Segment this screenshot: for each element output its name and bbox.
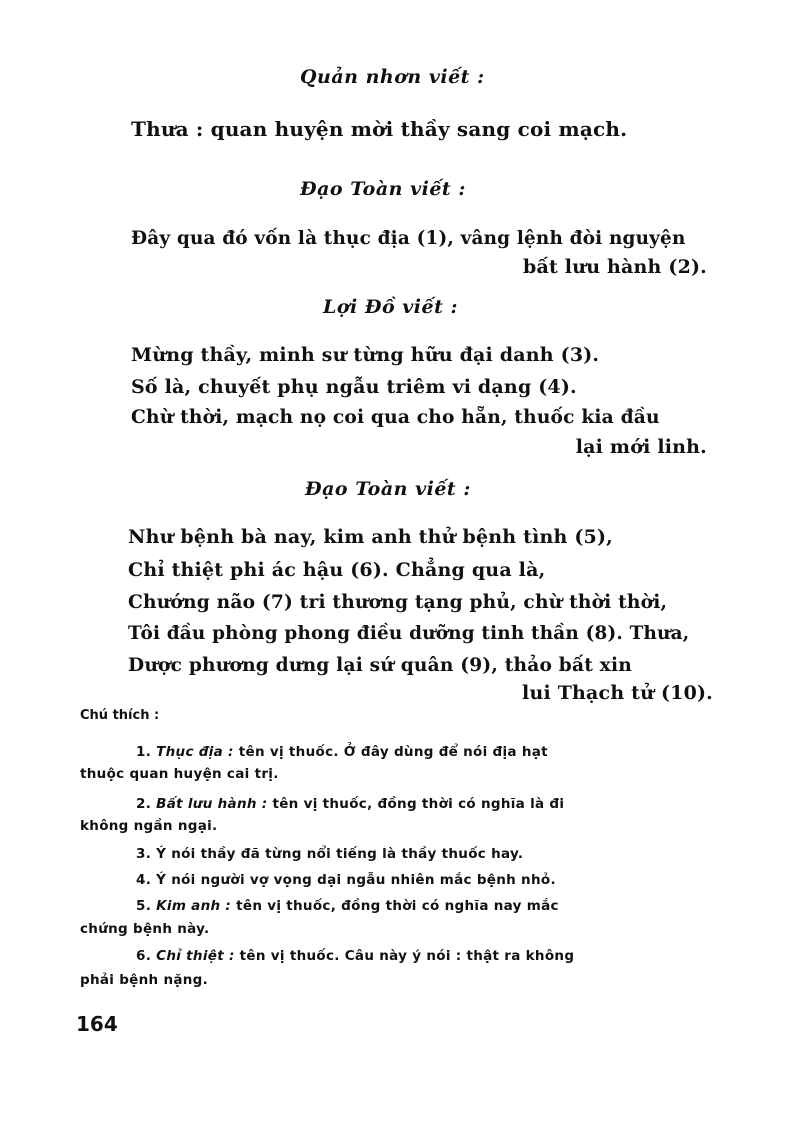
notes-label: Chú thích : xyxy=(80,708,160,723)
footnote-text: Ý nói thầy đã từng nổi tiếng là thầy thuốc hay. xyxy=(156,846,524,862)
verse-line: Mừng thầy, minh sư từng hữu đại danh (3). xyxy=(131,344,600,366)
verse-line: Như bệnh bà nay, kim anh thử bệnh tình (5), xyxy=(128,526,613,548)
page-number: 164 xyxy=(76,1012,118,1036)
verse-line: Chừ thời, mạch nọ coi qua cho hẵn, thuốc kia đầu xyxy=(131,407,660,428)
footnote-term: Bất lưu hành : xyxy=(156,796,268,812)
speaker-heading: Quản nhơn viết : xyxy=(300,66,485,88)
footnote-number: 3. xyxy=(136,846,152,862)
footnote xyxy=(136,846,523,862)
speaker-heading: Đạo Toàn viết : xyxy=(300,178,466,200)
footnote-number: 4. xyxy=(136,872,152,888)
footnote-number: 6. xyxy=(136,948,152,964)
footnote xyxy=(136,872,556,888)
footnote-continuation: không ngần ngại. xyxy=(80,818,218,834)
footnote-term: Thục địa : xyxy=(156,744,234,760)
verse-line: Dược phương dưng lại sứ quân (9), thảo bất xin xyxy=(128,655,632,676)
footnote-text: tên vị thuốc. Câu này ý nói : thật ra không xyxy=(239,948,575,964)
footnote-number: 2. xyxy=(136,796,152,812)
verse-line: Đây qua đó vốn là thục địa (1), vâng lệnh đòi nguyện xyxy=(131,228,686,249)
footnote-text: tên vị thuốc. Ở đây dùng để nói địa hạt xyxy=(238,744,548,760)
speaker-heading: Đạo Toàn viết : xyxy=(305,478,471,500)
verse-line: Số là, chuyết phụ ngẫu triêm vi dạng (4). xyxy=(131,376,577,398)
footnote-continuation: chứng bệnh này. xyxy=(80,921,210,937)
verse-line: lại mới linh. xyxy=(575,436,707,458)
verse-line: bất lưu hành (2). xyxy=(522,256,707,278)
footnote-text: tên vị thuốc, đồng thời có nghĩa là đi xyxy=(272,796,565,812)
footnote-continuation: thuộc quan huyện cai trị. xyxy=(80,766,279,782)
footnote xyxy=(136,744,548,760)
verse-line: Thưa : quan huyện mời thầy sang coi mạch. xyxy=(131,117,628,141)
footnote-term: Kim anh : xyxy=(156,898,232,914)
verse-line: lui Thạch tử (10). xyxy=(522,682,713,704)
footnote-text: tên vị thuốc, đồng thời có nghĩa nay mắc xyxy=(236,898,559,914)
footnote xyxy=(136,898,559,914)
verse-line: Chỉ thiệt phi ác hậu (6). Chẳng qua là, xyxy=(128,559,546,581)
speaker-heading: Lợi Đồ viết : xyxy=(323,296,459,318)
footnote xyxy=(136,796,564,812)
footnote-number: 1. xyxy=(136,744,152,760)
footnote-continuation: phải bệnh nặng. xyxy=(80,972,209,988)
verse-line: Tôi đầu phòng phong điều dưỡng tinh thần (8). Thưa, xyxy=(128,623,690,644)
footnote xyxy=(136,948,574,964)
footnote-number: 5. xyxy=(136,898,152,914)
footnote-term: Chỉ thiệt : xyxy=(156,948,235,964)
verse-line: Chướng não (7) tri thương tạng phủ, chừ thời thời, xyxy=(128,592,668,613)
footnote-text: Ý nói người vợ vọng dại ngẫu nhiên mắc bệnh nhỏ. xyxy=(156,872,556,888)
